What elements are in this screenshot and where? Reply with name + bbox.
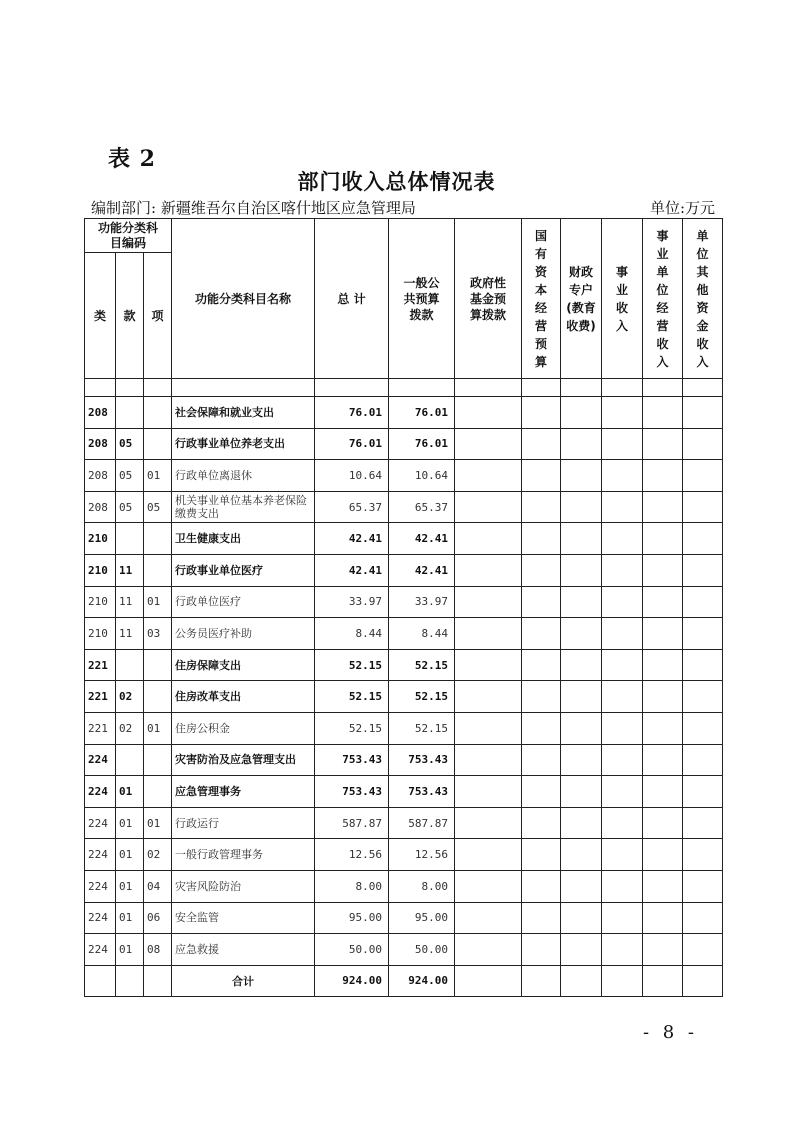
empty-cell bbox=[683, 807, 723, 839]
empty-cell bbox=[683, 712, 723, 744]
cell-lei: 221 bbox=[85, 712, 116, 744]
cell-total: 587.87 bbox=[315, 807, 389, 839]
table-row bbox=[85, 870, 723, 902]
empty-cell bbox=[522, 807, 561, 839]
empty-cell bbox=[455, 839, 522, 871]
empty-cell bbox=[522, 523, 561, 555]
cell-name: 公务员医疗补助 bbox=[172, 618, 315, 650]
empty-cell bbox=[643, 586, 683, 618]
table-row bbox=[85, 586, 723, 618]
header-other-income: 单位其他资金收入 bbox=[683, 219, 723, 379]
cell-kuan: 05 bbox=[116, 491, 144, 523]
header-xiang: 项 bbox=[144, 253, 172, 379]
empty-cell bbox=[455, 902, 522, 934]
cell-name: 安全监管 bbox=[172, 902, 315, 934]
cell-general: 52.15 bbox=[389, 649, 455, 681]
cell-xiang: 01 bbox=[144, 807, 172, 839]
cell-total: 753.43 bbox=[315, 776, 389, 808]
empty-cell bbox=[455, 934, 522, 966]
empty-cell bbox=[602, 460, 643, 492]
empty-cell bbox=[561, 428, 602, 460]
empty-cell bbox=[455, 807, 522, 839]
empty-cell bbox=[683, 649, 723, 681]
cell-lei: 224 bbox=[85, 744, 116, 776]
cell-name: 行政事业单位医疗 bbox=[172, 554, 315, 586]
table-row bbox=[85, 902, 723, 934]
empty-cell bbox=[455, 460, 522, 492]
cell-total: 52.15 bbox=[315, 712, 389, 744]
empty-cell bbox=[683, 681, 723, 713]
empty-cell bbox=[643, 776, 683, 808]
table-row bbox=[85, 491, 723, 523]
cell-lei: 224 bbox=[85, 807, 116, 839]
empty-cell bbox=[602, 618, 643, 650]
empty-cell bbox=[561, 681, 602, 713]
empty-cell bbox=[522, 839, 561, 871]
empty-cell bbox=[683, 428, 723, 460]
empty-cell bbox=[602, 397, 643, 429]
table-row bbox=[85, 839, 723, 871]
empty-cell bbox=[683, 586, 723, 618]
empty-cell bbox=[561, 618, 602, 650]
empty-cell bbox=[683, 523, 723, 555]
cell-xiang: 08 bbox=[144, 934, 172, 966]
cell-name: 行政单位离退休 bbox=[172, 460, 315, 492]
income-table bbox=[84, 218, 723, 997]
empty-cell bbox=[522, 460, 561, 492]
cell-name: 社会保障和就业支出 bbox=[172, 397, 315, 429]
cell-kuan: 11 bbox=[116, 554, 144, 586]
empty-cell bbox=[522, 712, 561, 744]
empty-cell bbox=[683, 839, 723, 871]
empty-cell bbox=[455, 744, 522, 776]
empty-cell bbox=[455, 681, 522, 713]
cell-name: 行政单位医疗 bbox=[172, 586, 315, 618]
empty-cell bbox=[602, 744, 643, 776]
empty-cell bbox=[522, 397, 561, 429]
cell-xiang: 01 bbox=[144, 586, 172, 618]
empty-cell bbox=[602, 491, 643, 523]
cell-total: 76.01 bbox=[315, 397, 389, 429]
table-row bbox=[85, 649, 723, 681]
empty-cell bbox=[643, 460, 683, 492]
empty-cell bbox=[683, 618, 723, 650]
empty-cell bbox=[522, 554, 561, 586]
cell-total: 753.43 bbox=[315, 744, 389, 776]
table-row bbox=[85, 744, 723, 776]
total-row bbox=[85, 965, 723, 996]
cell-kuan bbox=[116, 649, 144, 681]
table-row bbox=[85, 460, 723, 492]
cell-kuan: 05 bbox=[116, 428, 144, 460]
empty-cell bbox=[522, 934, 561, 966]
cell-kuan: 01 bbox=[116, 839, 144, 871]
empty-cell bbox=[683, 934, 723, 966]
cell-kuan: 11 bbox=[116, 618, 144, 650]
empty-cell bbox=[683, 870, 723, 902]
empty-cell bbox=[683, 460, 723, 492]
cell-general: 65.37 bbox=[389, 491, 455, 523]
unit-label: 单位:万元 bbox=[649, 199, 715, 217]
empty-cell bbox=[455, 397, 522, 429]
cell-name: 住房公积金 bbox=[172, 712, 315, 744]
cell-kuan: 01 bbox=[116, 807, 144, 839]
empty-cell bbox=[602, 712, 643, 744]
cell-name: 灾害防治及应急管理支出 bbox=[172, 744, 315, 776]
cell-xiang: 02 bbox=[144, 839, 172, 871]
empty-cell bbox=[561, 870, 602, 902]
compiling-department: 编制部门: 新疆维吾尔自治区喀什地区应急管理局 bbox=[91, 199, 416, 217]
cell-xiang: 01 bbox=[144, 460, 172, 492]
empty-cell bbox=[561, 744, 602, 776]
cell-name: 机关事业单位基本养老保险缴费支出 bbox=[172, 491, 315, 523]
empty-cell bbox=[602, 807, 643, 839]
cell-kuan: 05 bbox=[116, 460, 144, 492]
total-label: 合计 bbox=[172, 965, 315, 996]
cell-total: 52.15 bbox=[315, 681, 389, 713]
empty-cell bbox=[643, 712, 683, 744]
cell-general: 587.87 bbox=[389, 807, 455, 839]
empty-cell bbox=[561, 397, 602, 429]
empty-cell bbox=[602, 649, 643, 681]
empty-cell bbox=[561, 649, 602, 681]
empty-cell bbox=[602, 681, 643, 713]
empty-cell bbox=[602, 586, 643, 618]
empty-cell bbox=[643, 649, 683, 681]
header-general-budget: 一般公共预算拨款 bbox=[389, 219, 455, 379]
empty-cell bbox=[602, 902, 643, 934]
empty-cell bbox=[643, 744, 683, 776]
empty-cell bbox=[522, 618, 561, 650]
empty-cell bbox=[455, 523, 522, 555]
cell-general: 52.15 bbox=[389, 681, 455, 713]
empty-cell bbox=[683, 902, 723, 934]
header-kuan: 款 bbox=[116, 253, 144, 379]
cell-lei: 221 bbox=[85, 681, 116, 713]
empty-cell bbox=[455, 649, 522, 681]
cell-general: 8.00 bbox=[389, 870, 455, 902]
cell-lei: 224 bbox=[85, 839, 116, 871]
table-row bbox=[85, 807, 723, 839]
empty-cell bbox=[643, 397, 683, 429]
table-row bbox=[85, 776, 723, 808]
empty-cell bbox=[455, 776, 522, 808]
cell-lei: 210 bbox=[85, 554, 116, 586]
empty-cell bbox=[522, 870, 561, 902]
empty-cell bbox=[522, 649, 561, 681]
cell-general: 50.00 bbox=[389, 934, 455, 966]
table-row bbox=[85, 712, 723, 744]
cell-lei: 210 bbox=[85, 618, 116, 650]
cell-general: 95.00 bbox=[389, 902, 455, 934]
empty-cell bbox=[643, 934, 683, 966]
empty-cell bbox=[561, 554, 602, 586]
cell-xiang: 03 bbox=[144, 618, 172, 650]
cell-total: 10.64 bbox=[315, 460, 389, 492]
empty-cell bbox=[522, 586, 561, 618]
empty-cell bbox=[643, 491, 683, 523]
table-row bbox=[85, 554, 723, 586]
cell-lei: 210 bbox=[85, 586, 116, 618]
empty-cell bbox=[643, 870, 683, 902]
header-edu-account: 财政专户(教育收费) bbox=[561, 219, 602, 379]
empty-cell bbox=[643, 807, 683, 839]
empty-cell bbox=[522, 744, 561, 776]
table-row bbox=[85, 428, 723, 460]
empty-cell bbox=[643, 428, 683, 460]
empty-cell bbox=[561, 807, 602, 839]
cell-total: 50.00 bbox=[315, 934, 389, 966]
cell-lei: 208 bbox=[85, 460, 116, 492]
cell-general: 8.44 bbox=[389, 618, 455, 650]
cell-name: 应急管理事务 bbox=[172, 776, 315, 808]
table-body bbox=[85, 397, 723, 966]
page-title: 部门收入总体情况表 bbox=[297, 169, 496, 194]
header-total: 总 计 bbox=[315, 219, 389, 379]
empty-cell bbox=[561, 712, 602, 744]
table-row bbox=[85, 523, 723, 555]
empty-cell bbox=[683, 397, 723, 429]
cell-kuan: 01 bbox=[116, 902, 144, 934]
cell-general: 76.01 bbox=[389, 428, 455, 460]
cell-kuan: 01 bbox=[116, 934, 144, 966]
empty-cell bbox=[561, 934, 602, 966]
table-row bbox=[85, 934, 723, 966]
empty-cell bbox=[561, 839, 602, 871]
cell-general: 33.97 bbox=[389, 586, 455, 618]
cell-xiang bbox=[144, 428, 172, 460]
cell-name: 应急救援 bbox=[172, 934, 315, 966]
empty-cell bbox=[561, 460, 602, 492]
empty-cell bbox=[602, 870, 643, 902]
cell-xiang bbox=[144, 744, 172, 776]
header-lei: 类 bbox=[85, 253, 116, 379]
empty-cell bbox=[455, 491, 522, 523]
empty-cell bbox=[602, 839, 643, 871]
cell-lei: 208 bbox=[85, 491, 116, 523]
cell-name: 住房保障支出 bbox=[172, 649, 315, 681]
empty-cell bbox=[643, 554, 683, 586]
total-general: 924.00 bbox=[389, 965, 455, 996]
cell-lei: 208 bbox=[85, 428, 116, 460]
table-row bbox=[85, 681, 723, 713]
header-state-capital: 国有资本经营预算 bbox=[522, 219, 561, 379]
cell-xiang bbox=[144, 397, 172, 429]
cell-general: 10.64 bbox=[389, 460, 455, 492]
cell-lei: 221 bbox=[85, 649, 116, 681]
header-code-group: 功能分类科目编码 bbox=[85, 219, 172, 253]
empty-cell bbox=[561, 491, 602, 523]
cell-total: 33.97 bbox=[315, 586, 389, 618]
cell-total: 42.41 bbox=[315, 554, 389, 586]
empty-cell bbox=[455, 428, 522, 460]
empty-cell bbox=[602, 934, 643, 966]
total-sum: 924.00 bbox=[315, 965, 389, 996]
empty-cell bbox=[561, 523, 602, 555]
cell-general: 753.43 bbox=[389, 744, 455, 776]
table-row bbox=[85, 618, 723, 650]
header-business-income: 事业收入 bbox=[602, 219, 643, 379]
page-number: - 8 - bbox=[642, 1022, 698, 1043]
header-operating-income: 事业单位经营收入 bbox=[643, 219, 683, 379]
cell-total: 95.00 bbox=[315, 902, 389, 934]
cell-kuan: 01 bbox=[116, 776, 144, 808]
empty-cell bbox=[561, 776, 602, 808]
empty-cell bbox=[683, 776, 723, 808]
cell-total: 52.15 bbox=[315, 649, 389, 681]
empty-cell bbox=[643, 902, 683, 934]
cell-name: 灾害风险防治 bbox=[172, 870, 315, 902]
header-fund-budget: 政府性基金预算拨款 bbox=[455, 219, 522, 379]
empty-cell bbox=[561, 902, 602, 934]
cell-xiang: 01 bbox=[144, 712, 172, 744]
cell-total: 8.00 bbox=[315, 870, 389, 902]
empty-cell bbox=[683, 744, 723, 776]
cell-total: 8.44 bbox=[315, 618, 389, 650]
cell-kuan bbox=[116, 523, 144, 555]
empty-cell bbox=[455, 554, 522, 586]
cell-name: 行政运行 bbox=[172, 807, 315, 839]
cell-kuan: 01 bbox=[116, 870, 144, 902]
empty-cell bbox=[643, 681, 683, 713]
cell-kuan: 02 bbox=[116, 681, 144, 713]
empty-cell bbox=[522, 681, 561, 713]
empty-cell bbox=[455, 712, 522, 744]
cell-total: 12.56 bbox=[315, 839, 389, 871]
cell-general: 42.41 bbox=[389, 523, 455, 555]
cell-kuan: 11 bbox=[116, 586, 144, 618]
empty-cell bbox=[643, 839, 683, 871]
cell-general: 52.15 bbox=[389, 712, 455, 744]
cell-lei: 224 bbox=[85, 902, 116, 934]
cell-name: 一般行政管理事务 bbox=[172, 839, 315, 871]
cell-xiang bbox=[144, 681, 172, 713]
empty-cell bbox=[455, 870, 522, 902]
cell-xiang: 06 bbox=[144, 902, 172, 934]
empty-cell bbox=[602, 776, 643, 808]
empty-cell bbox=[602, 523, 643, 555]
cell-total: 65.37 bbox=[315, 491, 389, 523]
cell-total: 76.01 bbox=[315, 428, 389, 460]
cell-kuan bbox=[116, 744, 144, 776]
cell-lei: 224 bbox=[85, 934, 116, 966]
cell-lei: 224 bbox=[85, 870, 116, 902]
cell-name: 行政事业单位养老支出 bbox=[172, 428, 315, 460]
empty-cell bbox=[602, 554, 643, 586]
empty-cell bbox=[643, 618, 683, 650]
cell-name: 卫生健康支出 bbox=[172, 523, 315, 555]
cell-general: 42.41 bbox=[389, 554, 455, 586]
cell-kuan: 02 bbox=[116, 712, 144, 744]
header-name: 功能分类科目名称 bbox=[172, 219, 315, 379]
cell-xiang: 05 bbox=[144, 491, 172, 523]
cell-lei: 224 bbox=[85, 776, 116, 808]
empty-cell bbox=[683, 491, 723, 523]
empty-cell bbox=[522, 491, 561, 523]
cell-total: 42.41 bbox=[315, 523, 389, 555]
cell-xiang bbox=[144, 523, 172, 555]
empty-cell bbox=[455, 618, 522, 650]
cell-lei: 208 bbox=[85, 397, 116, 429]
empty-cell bbox=[561, 586, 602, 618]
cell-general: 76.01 bbox=[389, 397, 455, 429]
cell-xiang bbox=[144, 554, 172, 586]
cell-lei: 210 bbox=[85, 523, 116, 555]
empty-cell bbox=[602, 428, 643, 460]
cell-xiang bbox=[144, 776, 172, 808]
empty-cell bbox=[522, 776, 561, 808]
cell-general: 12.56 bbox=[389, 839, 455, 871]
cell-name: 住房改革支出 bbox=[172, 681, 315, 713]
cell-general: 753.43 bbox=[389, 776, 455, 808]
empty-cell bbox=[522, 428, 561, 460]
cell-xiang bbox=[144, 649, 172, 681]
table-row bbox=[85, 397, 723, 429]
cell-kuan bbox=[116, 397, 144, 429]
cell-xiang: 04 bbox=[144, 870, 172, 902]
table-number: 表 2 bbox=[108, 146, 156, 172]
empty-cell bbox=[522, 902, 561, 934]
empty-cell bbox=[683, 554, 723, 586]
empty-cell bbox=[455, 586, 522, 618]
empty-cell bbox=[643, 523, 683, 555]
